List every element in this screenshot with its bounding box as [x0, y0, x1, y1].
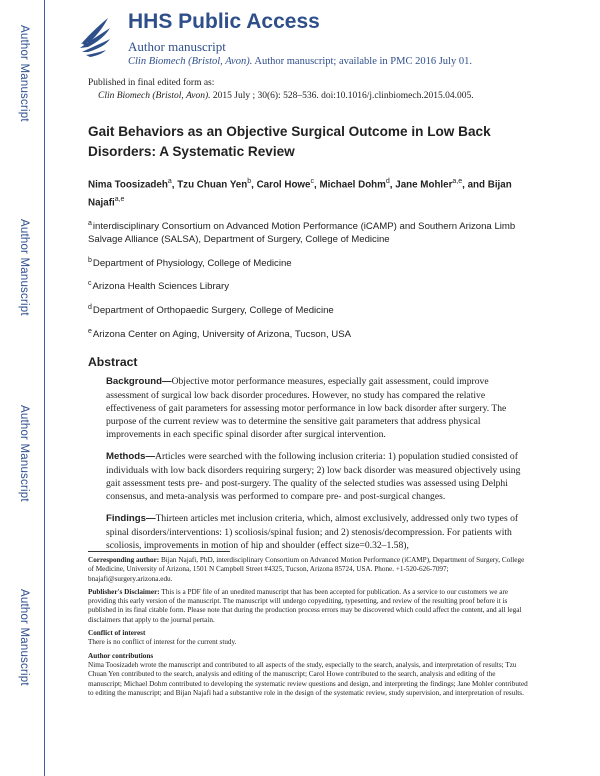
published-in-block [88, 77, 474, 102]
corresponding-text: Bijan Najafi, PhD, interdisciplinary Consortium on Advanced Motion Performance (iCAMP), Department of Surgery, College of Medicine, University of Arizona, 1501 N Campbell Street #4325, Tucson, Arizona 85724, USA. Phone. +1-520-626-7097; bnajafi@surgery.arizona.edu. [88, 556, 525, 583]
sidebar-rule [44, 0, 45, 776]
affiliation-mark: b [88, 256, 92, 264]
author-sep: , [171, 179, 178, 191]
affiliation [88, 254, 528, 271]
sidebar-label: Author Manuscript [18, 218, 30, 316]
author-affil-mark: b [247, 178, 252, 185]
affiliation [88, 217, 528, 247]
journal-name: Clin Biomech (Bristol, Avon). [98, 90, 211, 101]
corresponding-author-note [88, 556, 528, 584]
disclaimer-label: Publisher's Disclaimer: [88, 587, 160, 596]
conflict-heading: Conflict of interest [88, 629, 146, 638]
affiliation-text: Department of Orthopaedic Surgery, College of Medicine [92, 305, 334, 317]
author-name: Nima Toosizadeh [88, 179, 168, 191]
author-sep: , [389, 179, 396, 191]
sidebar-label: Author Manuscript [18, 404, 30, 502]
author-sep: , and [462, 179, 488, 191]
footnote-divider [88, 551, 230, 552]
author-affil-mark: a,e [452, 178, 463, 185]
author-list [88, 174, 528, 211]
contributions-heading: Author contributions [88, 651, 154, 660]
sidebar-label: Author Manuscript [18, 588, 30, 686]
author-name: Bijan Najafi [88, 179, 512, 209]
author-affil-mark: a [167, 178, 172, 185]
affiliation-mark: a [88, 219, 92, 227]
affiliation [88, 277, 528, 294]
affiliation-mark: d [88, 304, 92, 312]
author-affil-mark: c [310, 178, 315, 185]
author-sep: , [314, 179, 320, 191]
affiliation-text: Arizona Health Sciences Library [92, 281, 230, 293]
methods-label: Methods— [106, 451, 156, 463]
author-name: Michael Dohm [319, 179, 386, 191]
affiliation-mark: e [88, 327, 92, 335]
background-text: Objective motor performance measures, especially gait assessment, could improve assessment of surgical low back disorder procedures. However, no study has compared the relative effectiveness of gait parameters for assessing motor performance in low back disorder after surgery. The purpose of the current review was to determine the sensitive gait parameters that address physical improvements in each specific spinal disorder after surgical intervention. [106, 376, 507, 441]
publisher-disclaimer [88, 588, 528, 625]
abstract-findings [88, 512, 528, 552]
author-affil-mark: d [385, 178, 390, 185]
corresponding-label: Corresponding author: [88, 556, 160, 564]
article-title: Gait Behaviors as an Objective Surgical Outcome in Low Back Disorders: A Systematic Review [88, 124, 491, 159]
affiliation-mark: c [88, 280, 92, 288]
author-affil-mark: a,e [114, 196, 125, 204]
author-sep: , [251, 179, 257, 191]
author-name: Tzu Chuan Yen [177, 179, 248, 191]
author-manuscript-subtitle: Author manuscript [128, 39, 226, 54]
methods-text: Articles were searched with the following inclusion criteria: 1) population studied consisted of individuals with low back disorders requiring surgery; 2) low back disorder was measured objectively using gait assessment tests pre- and post-surgery. The quality of the selected studies was assessed using Delphi consensus, and meta-analysis was performed to compare pre- and post-surgical changes. [106, 451, 521, 503]
affiliation-text: interdisciplinary Consortium on Advanced Motion Performance (iCAMP) and Southern Arizona Limb Salvage Alliance (SALSA), Department of Surgery, College of Medicine [88, 220, 516, 246]
affiliation [88, 325, 528, 342]
author-name: Jane Mohler [395, 179, 453, 191]
citation-details: 2015 July ; 30(6): 528–536. doi:10.1016/j.clinbiomech.2015.04.005. [210, 90, 474, 101]
findings-label: Findings— [106, 513, 156, 525]
journal-name: Clin Biomech (Bristol, Avon). [128, 56, 253, 67]
author-name: Carol Howe [256, 179, 311, 191]
disclaimer-text: This is a PDF file of an unedited manuscript that has been accepted for publication. As a service to our customers we are providing this early version of the manuscript. The manuscript will undergo copyediting, typesetting, and review of the resulting proof before it is published in its final citable form. Please note that during the production process errors may be discovered which could affect the content, and all legal disclaimers that apply to the journal pertain. [88, 587, 522, 624]
affiliation-text: Arizona Center on Aging, University of Arizona, Tucson, USA [92, 328, 351, 340]
published-citation [88, 90, 474, 103]
background-label: Background— [106, 376, 172, 388]
published-label: Published in final edited form as: [88, 78, 215, 88]
findings-text: Thirteen articles met inclusion criteria, which, almost exclusively, addressed only two types of spinal disorders/interventions: 1) scoliosis/spinal fusion; and 2) stenosis/decompression. For patients with scoliosis, improvements in motion of hip and shoulder (effect size=0.32–1.58), [106, 513, 519, 551]
affiliation [88, 301, 528, 318]
contributions-text: Nima Toosizadeh wrote the manuscript and contributed to all aspects of the study, especially to the search, analysis, and interpretation of results; Tzu Chuan Yen contributed to the search, analysis and editing of the manuscript; Carol Howe contributed to the search, analysis and editing of the manuscript; Michael Dohm contributed to developing the systematic review questions and design, and interpreting the findings; Jane Mohler contributed to editing the manuscript; and Bijan Najafi had a substantive role in the design of the systematic review, study supervision, and interpretation of results. [88, 660, 528, 697]
footnotes [88, 556, 528, 702]
abstract-heading: Abstract [88, 355, 138, 370]
abstract-methods [88, 450, 528, 503]
pmc-availability-citation [128, 56, 472, 67]
abstract-background [88, 375, 528, 441]
conflict-text: There is no conflict of interest for the current study. [88, 638, 237, 647]
hhs-eagle-logo-icon [76, 14, 114, 60]
affiliation-text: Department of Physiology, College of Medicine [92, 257, 292, 269]
sidebar-label: Author Manuscript [18, 24, 30, 122]
article-content [88, 122, 528, 561]
availability-text: Author manuscript; available in PMC 2016 July 01. [252, 56, 472, 67]
hhs-public-access-title: HHS Public Access [128, 10, 320, 33]
